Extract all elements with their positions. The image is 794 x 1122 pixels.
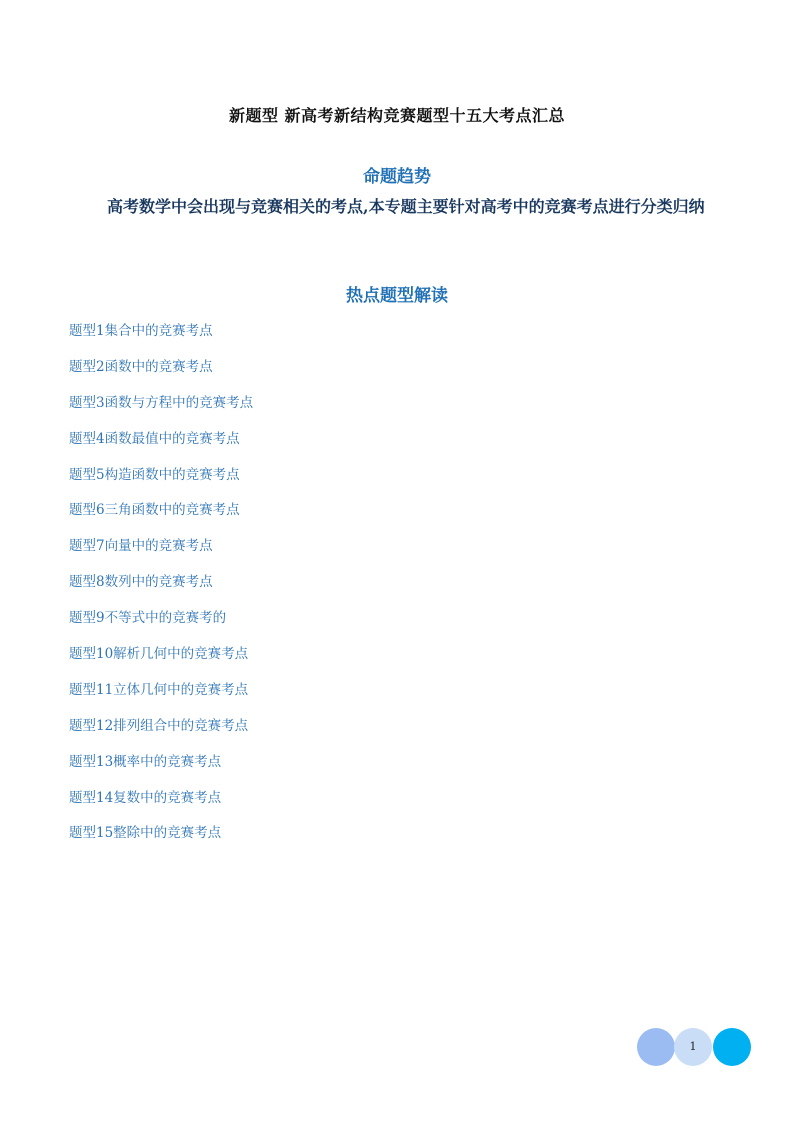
- toc-link-12[interactable]: 题型12排列组合中的竞赛考点: [69, 717, 249, 734]
- toc-link-3[interactable]: 题型3函数与方程中的竞赛考点: [69, 394, 254, 411]
- hot-topics-heading: 热点题型解读: [346, 286, 448, 306]
- toc-link-7[interactable]: 题型7向量中的竞赛考点: [69, 538, 213, 555]
- toc-link-5[interactable]: 题型5构造函数中的竞赛考点: [69, 466, 240, 483]
- toc-link-8[interactable]: 题型8数列中的竞赛考点: [69, 574, 213, 591]
- badge-circle-left: [637, 1028, 675, 1066]
- page-number: 1: [689, 1040, 697, 1053]
- intro-paragraph: 高考数学中会出现与竞赛相关的考点,本专题主要针对高考中的竞赛考点进行分类归纳: [107, 197, 705, 216]
- badge-circle-right: [713, 1028, 751, 1066]
- toc-link-13[interactable]: 题型13概率中的竞赛考点: [69, 753, 222, 770]
- toc-link-1[interactable]: 题型1集合中的竞赛考点: [69, 323, 213, 339]
- toc-link-15[interactable]: 题型15整除中的竞赛考点: [69, 825, 222, 842]
- page-number-badge: [637, 1028, 751, 1066]
- toc-link-4[interactable]: 题型4函数最值中的竞赛考点: [69, 430, 240, 447]
- toc-link-9[interactable]: 题型9不等式中的竞赛考的: [69, 610, 227, 627]
- toc-link-6[interactable]: 题型6三角函数中的竞赛考点: [69, 502, 240, 519]
- toc-link-11[interactable]: 题型11立体几何中的竞赛考点: [69, 681, 249, 698]
- toc-link-14[interactable]: 题型14复数中的竞赛考点: [69, 789, 222, 806]
- toc-link-2[interactable]: 题型2函数中的竞赛考点: [69, 358, 213, 375]
- trend-heading: 命题趋势: [363, 167, 431, 187]
- toc-link-10[interactable]: 题型10解析几何中的竞赛考点: [69, 646, 249, 663]
- document-title: 新题型 新高考新结构竞赛题型十五大考点汇总: [228, 106, 566, 125]
- table-of-contents: [69, 320, 253, 858]
